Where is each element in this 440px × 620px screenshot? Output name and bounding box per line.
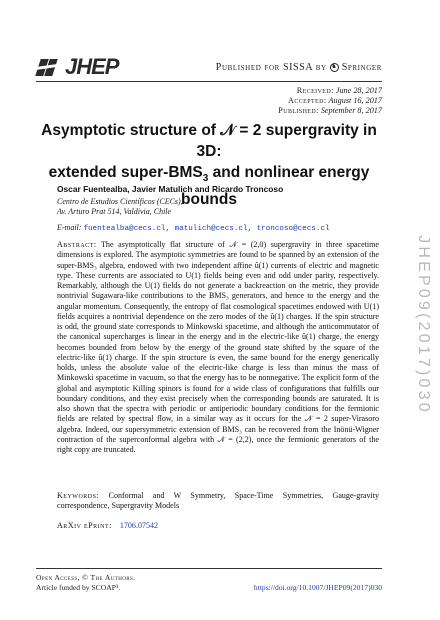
title-subscript: 3 — [202, 173, 209, 185]
email-addresses[interactable]: fuentealba@cecs.cl, matulich@cecs.cl, troncoso@cecs.cl — [83, 225, 330, 233]
springer-horse-icon: ♞ — [331, 64, 338, 70]
date-label: Accepted: — [288, 96, 327, 106]
abstract-label: Abstract: — [57, 240, 97, 249]
journal-logo — [36, 55, 118, 79]
email-label: E-mail: — [57, 223, 82, 232]
keywords-label: Keywords: — [57, 491, 100, 500]
arxiv-link[interactable]: 1706.07542 — [119, 521, 159, 530]
footer-divider — [36, 568, 382, 569]
footer-license — [36, 573, 135, 593]
header-divider — [36, 81, 382, 82]
jhep-logo-icon — [36, 56, 64, 78]
author-list: Oscar Fuentealba, Javier Matulich and Ricardo Troncoso — [57, 184, 284, 194]
publisher-prefix: Published for SISSA by — [215, 62, 327, 73]
publisher-line — [216, 62, 382, 73]
title-line-1: Asymptotic structure of 𝒩 = 2 supergravity in 3D: — [41, 122, 377, 160]
title-line-2-start: extended super-BMS — [48, 164, 203, 181]
date-label: Received: — [296, 86, 334, 95]
date-label: Published: — [278, 106, 319, 116]
affiliation-line-2: Av. Arturo Prat 514, Valdivia, Chile — [57, 207, 172, 216]
doi-link[interactable]: https://doi.org/10.1007/JHEP09(2017)030 — [253, 583, 382, 592]
date-value: June 28, 2017 — [335, 86, 382, 95]
abstract-text: The asymptotically flat structure of 𝒩 = (2,0) supergravity in three spacetime dimensions is explored. The asymptotic symmetries are found to be spanned by an extension of the super-BMS₃ algebra, endowed with two independent affine û(1) currents of electric and magnetic type. These currents are associated to U(1) fields being even and odd under parity, respectively. Remarkably, although the U(1) fields do not generate a backreaction on the metric, they provide nontrivial Sugawara-like contributions to the BMS₃ generators, and hence to the energy and the angular momentum. Consequently, the entropy of flat cosmological spacetimes endowed with U(1) fields acquires a nontrivial dependence on the zero modes of the û(1) charges. If the spin structure is odd, the ground state corresponds to Minkowski spacetime, and although the anticommutator of the canonical supercharges is linear in the energy and in the electric-like û(1) charge, the energy becomes bounded from below by the energy of the ground state shifted by the square of the electric-like û(1) charge. If the spin structure is even, the same bound for the energy generically holds, unless the absolute value of the electric-like charge is less than minus the mass of Minkowski spacetime in vacuum, so that the energy has to be nonnegative. The explicit form of the global and asymptotic Killing spinors is found for a wide class of configurations that fulfills our boundary conditions, and they exist precisely when the corresponding bounds are saturated. It is also shown that the spectra with periodic or antiperiodic boundary conditions for the fermionic fields are related by spectral flow, in a similar way as it occurs for the 𝒩 = 2 super-Virasoro algebra. Indeed, our supersymmetric extension of BMS₃ can be recovered from the Inönü-Wigner contraction of the superconformal algebra with 𝒩 = (2,2), once the fermionic generators of the right copy are truncated. — [57, 240, 379, 454]
date-value: August 16, 2017 — [328, 96, 382, 106]
date-received — [278, 86, 382, 96]
funding-note: Article funded by SCOAP³. — [36, 583, 121, 592]
keywords — [57, 491, 379, 512]
date-published — [278, 106, 382, 116]
publisher-name: Springer — [341, 62, 382, 73]
affiliation — [57, 197, 183, 217]
abstract — [57, 240, 379, 455]
email-line — [57, 223, 330, 233]
open-access-note: Open Access, © The Authors. — [36, 573, 136, 582]
date-value: September 8, 2017 — [320, 106, 382, 116]
side-identifier-text: JHEP09(2017)030 — [415, 235, 432, 415]
arxiv-label: ArXiv ePrint: — [57, 521, 112, 530]
affiliation-line-1: Centro de Estudios Científicos (CECs), — [57, 197, 183, 206]
publication-dates — [278, 86, 382, 117]
date-accepted — [278, 96, 382, 106]
keywords-text: Conformal and W Symmetry, Space-Time Symmetries, Gauge-gravity correspondence, Supergravity Models — [57, 491, 379, 511]
arxiv-line — [57, 521, 158, 530]
side-identifier — [410, 160, 436, 490]
title-line-2-end: and nonlinear energy bounds — [181, 164, 370, 209]
journal-logo-text: JHEP — [65, 54, 119, 79]
